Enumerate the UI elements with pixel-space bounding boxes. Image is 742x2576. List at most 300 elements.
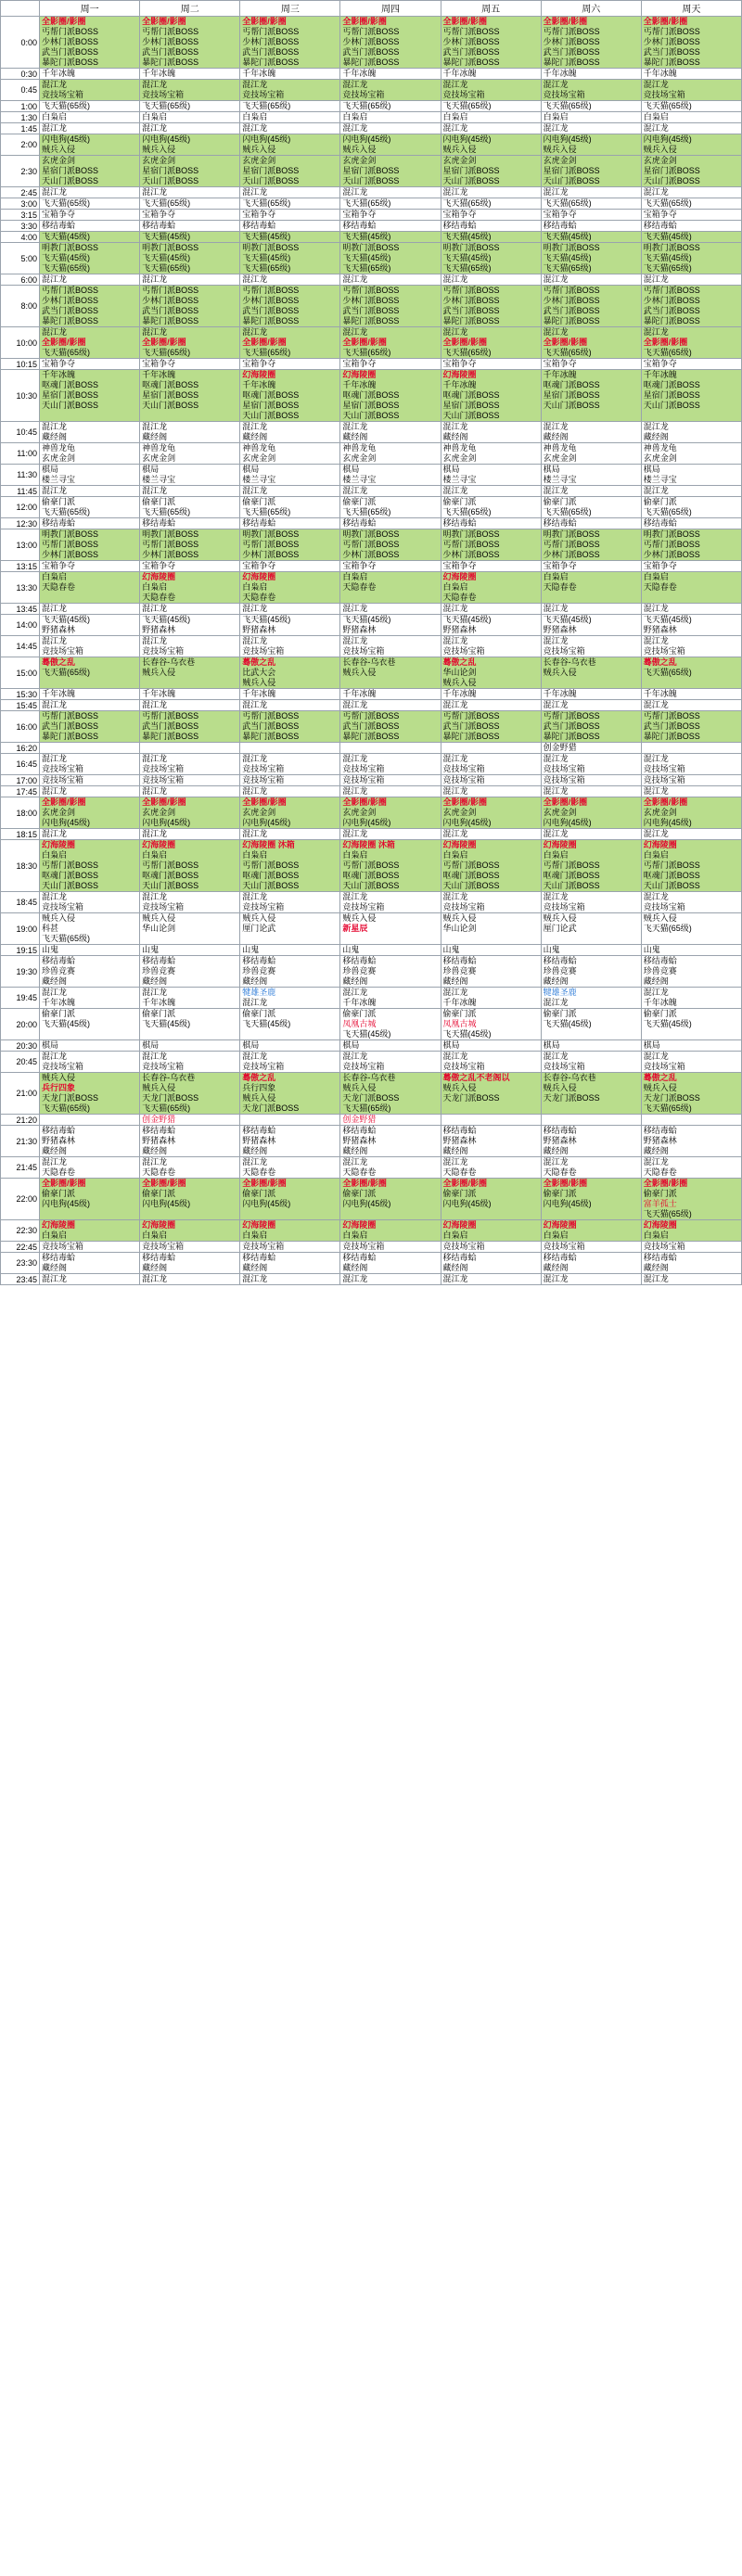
schedule-cell	[641, 956, 741, 988]
schedule-cell	[441, 80, 541, 101]
event-placeholder	[542, 1209, 641, 1219]
event-label: 混江龙	[543, 80, 569, 89]
schedule-cell	[140, 743, 240, 754]
schedule-cell	[40, 913, 140, 945]
event-label: 幻海陵圈	[543, 840, 577, 849]
schedule-cell	[40, 840, 140, 892]
event-label: 混江龙	[342, 1157, 368, 1167]
event-label: 移结毒蛤	[142, 518, 176, 528]
event-label: 飞天猫(45级)	[643, 232, 692, 241]
event-label: 飞天猫(65级)	[42, 198, 91, 208]
event-label: 混江龙	[242, 123, 268, 133]
event-label: 移结毒蛤	[342, 221, 377, 230]
schedule-cell	[240, 743, 340, 754]
schedule-cell	[40, 945, 140, 956]
event-label: 移结毒蛤	[643, 1253, 677, 1262]
event-label: 竞技场宝箱	[342, 902, 385, 912]
event-label: 蓦傲之乱	[242, 1073, 276, 1082]
event-label: 混江龙	[643, 988, 669, 997]
schedule-cell	[240, 615, 340, 636]
schedule-cell	[541, 1073, 641, 1115]
event-label: 移结毒蛤	[442, 1126, 477, 1135]
event-label: 珍兽竞赛	[643, 966, 677, 976]
event-label: 竞技场宝箱	[643, 902, 685, 912]
schedule-cell	[340, 1009, 441, 1040]
event-label: 丐帮门派BOSS	[42, 861, 99, 870]
event-label: 野猪森林	[342, 625, 377, 634]
event-label: 宝箱争夺	[142, 210, 176, 219]
event-label: 武当门派BOSS	[643, 47, 700, 57]
event-label: 白枭启	[142, 582, 168, 592]
event-label: 丐帮门派BOSS	[242, 286, 300, 295]
event-label: 白枭启	[643, 1231, 669, 1240]
schedule-cell	[441, 1126, 541, 1157]
event-label: 天山门派BOSS	[342, 411, 400, 420]
event-label: 天隐春卷	[242, 593, 276, 602]
event-label: 明教门派BOSS	[242, 243, 300, 252]
event-label: 千年冰魄	[142, 69, 176, 78]
schedule-cell	[441, 743, 541, 754]
event-label: 藏经阁	[643, 1263, 669, 1272]
event-label: 宝箱争夺	[442, 359, 477, 368]
schedule-cell	[140, 615, 240, 636]
schedule-row	[1, 274, 742, 286]
event-label: 移结毒蛤	[342, 1126, 377, 1135]
event-placeholder	[340, 934, 440, 944]
time-label: 16:00	[1, 711, 40, 743]
event-label: 千年冰魄	[42, 370, 76, 379]
schedule-cell	[140, 198, 240, 210]
event-placeholder	[441, 1209, 541, 1219]
event-label: 混江龙	[142, 786, 168, 796]
event-label: 贼兵入侵	[242, 1093, 276, 1103]
event-label: 混江龙	[342, 187, 368, 197]
event-label: 偷豪门派	[543, 497, 577, 506]
event-label: 天隐春卷	[142, 593, 176, 602]
schedule-cell	[541, 945, 641, 956]
schedule-cell	[240, 1073, 340, 1115]
schedule-cell	[340, 797, 441, 829]
schedule-cell	[541, 486, 641, 497]
event-label: 天龙门派BOSS	[442, 1093, 500, 1103]
schedule-row	[1, 123, 742, 134]
schedule-row	[1, 786, 742, 797]
event-label: 少林门派BOSS	[342, 550, 400, 559]
event-label: 全影圈/影圈	[543, 338, 588, 347]
schedule-cell	[641, 221, 741, 232]
schedule-cell	[240, 123, 340, 134]
schedule-row	[1, 913, 742, 945]
event-label: 丐帮门派BOSS	[643, 711, 700, 721]
schedule-cell	[40, 243, 140, 274]
schedule-cell	[441, 1274, 541, 1285]
event-label: 丐帮门派BOSS	[342, 27, 400, 36]
schedule-cell	[40, 327, 140, 359]
schedule-cell	[541, 210, 641, 221]
event-label: 混江龙	[543, 486, 569, 495]
event-label: 星宿门派BOSS	[142, 166, 199, 175]
event-label: 楼兰寻宝	[242, 475, 276, 484]
event-label: 宝箱争夺	[543, 561, 577, 570]
event-label: 千年冰魄	[543, 370, 577, 379]
event-label: 丐帮门派BOSS	[442, 540, 500, 549]
event-label: 飞天猫(65级)	[543, 101, 592, 110]
event-placeholder	[542, 1029, 641, 1039]
header-corner	[1, 1, 40, 17]
schedule-cell	[541, 497, 641, 518]
event-label: 闪电狗(45级)	[242, 134, 291, 144]
event-label: 玄虎金剑	[543, 156, 577, 165]
time-label: 11:00	[1, 443, 40, 465]
event-label: 贼兵入侵	[442, 1083, 477, 1092]
schedule-cell	[441, 1009, 541, 1040]
event-label: 竞技场宝箱	[242, 764, 285, 773]
schedule-cell	[441, 1253, 541, 1274]
event-placeholder	[441, 1115, 541, 1125]
event-label: 天山门派BOSS	[442, 176, 500, 185]
schedule-cell	[40, 1040, 140, 1052]
schedule-cell	[340, 1179, 441, 1220]
event-placeholder	[542, 593, 641, 603]
schedule-cell	[40, 123, 140, 134]
event-label: 千年冰魄	[342, 380, 377, 389]
schedule-cell	[140, 1220, 240, 1242]
schedule-cell	[541, 754, 641, 775]
schedule-cell	[641, 1073, 741, 1115]
event-label: 混江龙	[242, 422, 268, 431]
schedule-cell	[541, 1220, 641, 1242]
event-label: 飞天猫(45级)	[42, 615, 91, 624]
event-label: 移结毒蛤	[42, 1126, 76, 1135]
event-label: 飞天猫(65级)	[142, 198, 191, 208]
schedule-cell	[340, 422, 441, 443]
schedule-cell	[441, 486, 541, 497]
event-label: 偷豪门派	[442, 497, 477, 506]
event-placeholder	[140, 678, 239, 688]
event-label: 明教门派BOSS	[42, 529, 99, 539]
time-label: 22:00	[1, 1179, 40, 1220]
schedule-cell	[340, 561, 441, 572]
event-label: 混江龙	[442, 892, 468, 901]
event-label: 全影圈/影圈	[543, 17, 588, 26]
schedule-cell	[240, 1274, 340, 1285]
event-label: 飞天猫(65级)	[142, 348, 191, 357]
event-label: 丐帮门派BOSS	[543, 27, 600, 36]
event-label: 混江龙	[42, 700, 68, 709]
event-label: 棋局	[543, 465, 560, 474]
event-label: 暴陀门派BOSS	[543, 316, 600, 325]
event-label: 天山门派BOSS	[42, 401, 99, 410]
event-label: 千年冰魄	[442, 380, 477, 389]
event-label: 偷豪门派	[242, 1009, 276, 1018]
event-label: 竞技场宝箱	[242, 646, 285, 656]
event-label: 混江龙	[342, 1274, 368, 1283]
event-label: 千年冰魄	[142, 998, 176, 1007]
event-label: 明教门派BOSS	[342, 243, 400, 252]
event-label: 竞技场宝箱	[242, 1242, 285, 1251]
event-label: 全影圈/影圈	[643, 338, 688, 347]
event-label: 千年冰魄	[42, 69, 76, 78]
event-label: 白枭启	[342, 850, 368, 860]
event-label: 丐帮门派BOSS	[42, 711, 99, 721]
event-label: 飞天猫(65级)	[442, 101, 492, 110]
event-label: 呕魂门派BOSS	[142, 380, 199, 389]
schedule-row	[1, 443, 742, 465]
event-label: 混江龙	[42, 636, 68, 645]
event-label: 白枭启	[142, 1231, 168, 1240]
event-label: 混江龙	[242, 486, 268, 495]
event-label: 偷豪门派	[543, 1189, 577, 1198]
schedule-cell	[641, 1274, 741, 1285]
schedule-cell	[40, 956, 140, 988]
event-label: 混江龙	[543, 998, 569, 1007]
event-label: 少林门派BOSS	[543, 550, 600, 559]
schedule-cell	[340, 243, 441, 274]
event-label: 武当门派BOSS	[342, 721, 400, 731]
schedule-cell	[441, 443, 541, 465]
event-label: 天龙门派BOSS	[543, 1093, 600, 1103]
event-label: 千年冰魄	[643, 689, 677, 698]
event-label: 棋局	[442, 465, 460, 474]
time-label: 2:45	[1, 187, 40, 198]
event-label: 少林门派BOSS	[42, 296, 99, 305]
schedule-cell	[240, 840, 340, 892]
schedule-cell	[340, 221, 441, 232]
event-label: 混江龙	[42, 274, 68, 284]
schedule-row	[1, 327, 742, 359]
schedule-cell	[340, 1115, 441, 1126]
schedule-cell	[441, 123, 541, 134]
schedule-cell	[140, 486, 240, 497]
schedule-cell	[641, 1009, 741, 1040]
schedule-cell	[40, 232, 140, 243]
event-label: 竞技场宝箱	[142, 1242, 185, 1251]
event-label: 白枭启	[242, 1231, 268, 1240]
event-label: 野猪森林	[242, 1136, 276, 1145]
event-label: 藏经阁	[42, 432, 68, 441]
event-label: 飞天猫(65级)	[242, 101, 291, 110]
schedule-cell	[40, 689, 140, 700]
event-label: 竞技场宝箱	[543, 764, 585, 773]
schedule-cell	[641, 689, 741, 700]
event-label: 楼兰寻宝	[442, 475, 477, 484]
schedule-cell	[541, 370, 641, 422]
schedule-row	[1, 892, 742, 913]
event-label: 竞技场宝箱	[42, 1242, 84, 1251]
event-label: 竞技场宝箱	[142, 775, 185, 784]
event-label: 千年冰魄	[42, 689, 76, 698]
event-label: 棋局	[242, 1040, 260, 1050]
schedule-cell	[340, 711, 441, 743]
event-label: 少林门派BOSS	[442, 37, 500, 46]
schedule-cell	[441, 829, 541, 840]
schedule-row	[1, 840, 742, 892]
schedule-cell	[441, 636, 541, 657]
time-label: 12:30	[1, 518, 40, 529]
schedule-row	[1, 210, 742, 221]
schedule-cell	[541, 1126, 641, 1157]
schedule-cell	[240, 422, 340, 443]
event-label: 混江龙	[142, 422, 168, 431]
schedule-cell	[140, 657, 240, 689]
schedule-cell	[40, 1052, 140, 1073]
schedule-cell	[441, 988, 541, 1009]
event-label: 竞技场宝箱	[643, 1062, 685, 1071]
event-label: 飞天猫(65级)	[643, 668, 692, 677]
schedule-row	[1, 134, 742, 156]
event-placeholder	[140, 934, 239, 944]
event-label: 明教门派BOSS	[543, 529, 600, 539]
event-label: 飞天猫(65级)	[142, 1103, 191, 1113]
schedule-cell	[40, 797, 140, 829]
event-label: 竞技场宝箱	[342, 775, 385, 784]
event-label: 混江龙	[543, 422, 569, 431]
schedule-cell	[40, 700, 140, 711]
schedule-cell	[140, 80, 240, 101]
event-label: 明教门派BOSS	[342, 529, 400, 539]
event-label: 混江龙	[242, 604, 268, 613]
event-label: 飞天猫(65级)	[543, 263, 592, 273]
schedule-cell	[40, 572, 140, 604]
event-label: 闪电狗(45级)	[242, 1199, 291, 1208]
event-label: 混江龙	[242, 636, 268, 645]
schedule-cell	[240, 1253, 340, 1274]
event-label: 贼兵入侵	[543, 913, 577, 923]
schedule-cell	[541, 1253, 641, 1274]
event-label: 全影圈/影圈	[442, 797, 488, 807]
schedule-cell	[541, 956, 641, 988]
event-placeholder	[340, 593, 440, 603]
event-label: 天山门派BOSS	[42, 881, 99, 890]
schedule-cell	[641, 829, 741, 840]
event-label: 野猪森林	[543, 625, 577, 634]
schedule-cell	[441, 112, 541, 123]
schedule-cell	[40, 1253, 140, 1274]
schedule-cell	[541, 840, 641, 892]
event-label: 全影圈/影圈	[242, 1179, 287, 1188]
event-label: 混江龙	[42, 786, 68, 796]
schedule-cell	[240, 112, 340, 123]
event-label: 混江龙	[342, 422, 368, 431]
event-label: 丐帮门派BOSS	[242, 711, 300, 721]
event-label: 丐帮门派BOSS	[442, 861, 500, 870]
schedule-cell	[441, 156, 541, 187]
event-label: 飞天猫(65级)	[242, 507, 291, 516]
event-label: 混江龙	[42, 1274, 68, 1283]
event-label: 武当门派BOSS	[643, 721, 700, 731]
schedule-cell	[641, 700, 741, 711]
event-label: 竞技场宝箱	[442, 1242, 485, 1251]
event-label: 少林门派BOSS	[42, 37, 99, 46]
schedule-cell	[340, 1073, 441, 1115]
schedule-cell	[641, 636, 741, 657]
event-label: 武当门派BOSS	[42, 47, 99, 57]
time-label: 4:00	[1, 232, 40, 243]
event-label: 混江龙	[543, 892, 569, 901]
table-header	[1, 1, 742, 17]
event-label: 武当门派BOSS	[42, 721, 99, 731]
event-label: 天山门派BOSS	[142, 881, 199, 890]
event-label: 混江龙	[242, 187, 268, 197]
event-label: 武当门派BOSS	[142, 721, 199, 731]
event-label: 混江龙	[543, 636, 569, 645]
schedule-cell	[340, 529, 441, 561]
event-label: 天隐春卷	[442, 593, 477, 602]
time-label: 10:45	[1, 422, 40, 443]
event-label: 移结毒蛤	[442, 1253, 477, 1262]
event-label: 幻海陵圈	[242, 572, 276, 581]
event-label: 混江龙	[342, 988, 368, 997]
event-label: 幻海陵圈	[643, 1220, 677, 1230]
schedule-cell	[40, 221, 140, 232]
event-label: 少林门派BOSS	[342, 296, 400, 305]
event-label: 幻海陵圈	[42, 840, 76, 849]
event-label: 暴陀门派BOSS	[42, 316, 99, 325]
event-label: 珍兽竞赛	[442, 966, 477, 976]
event-label: 少林门派BOSS	[142, 37, 199, 46]
event-label: 丐帮门派BOSS	[543, 711, 600, 721]
schedule-cell	[340, 198, 441, 210]
schedule-cell	[140, 465, 240, 486]
header-day-wed: 周三	[240, 1, 340, 17]
event-label: 混江龙	[442, 1157, 468, 1167]
schedule-cell	[541, 156, 641, 187]
event-label: 飞天猫(65级)	[42, 263, 91, 273]
schedule-cell	[340, 187, 441, 198]
event-label: 玄虎金剑	[643, 156, 677, 165]
schedule-cell	[240, 913, 340, 945]
event-label: 藏经阁	[643, 1146, 669, 1155]
schedule-cell	[641, 1179, 741, 1220]
event-label: 藏经阁	[442, 976, 468, 986]
event-label: 少林门派BOSS	[342, 37, 400, 46]
schedule-cell	[340, 1274, 441, 1285]
event-label: 混江龙	[142, 636, 168, 645]
event-label: 混江龙	[242, 700, 268, 709]
event-label: 混江龙	[42, 422, 68, 431]
event-placeholder	[340, 678, 440, 688]
event-label: 竞技场宝箱	[142, 902, 185, 912]
time-label: 13:45	[1, 604, 40, 615]
schedule-row	[1, 689, 742, 700]
event-label: 贼兵入侵	[442, 145, 477, 154]
schedule-cell	[40, 754, 140, 775]
event-label: 白枭启	[242, 112, 268, 121]
event-label: 武当门派BOSS	[42, 306, 99, 315]
event-label: 全影圈/影圈	[442, 1179, 488, 1188]
event-label: 长春谷-乌衣巷	[142, 1073, 196, 1082]
time-label: 18:45	[1, 892, 40, 913]
event-label: 混江龙	[142, 892, 168, 901]
event-label: 暴陀门派BOSS	[643, 732, 700, 741]
event-label: 神兽龙龟	[142, 443, 176, 453]
event-label: 飞天猫(65级)	[42, 348, 91, 357]
schedule-cell	[641, 486, 741, 497]
schedule-row	[1, 657, 742, 689]
schedule-cell	[140, 1040, 240, 1052]
event-label: 移结毒蛤	[242, 956, 276, 965]
event-label: 混江龙	[42, 829, 68, 838]
schedule-cell	[541, 561, 641, 572]
schedule-cell	[40, 529, 140, 561]
schedule-cell	[641, 711, 741, 743]
schedule-cell	[140, 775, 240, 786]
event-label: 丐帮门派BOSS	[643, 861, 700, 870]
schedule-cell	[541, 743, 641, 754]
event-label: 混江龙	[142, 1052, 168, 1061]
event-label: 科甚	[42, 924, 59, 933]
schedule-cell	[140, 829, 240, 840]
